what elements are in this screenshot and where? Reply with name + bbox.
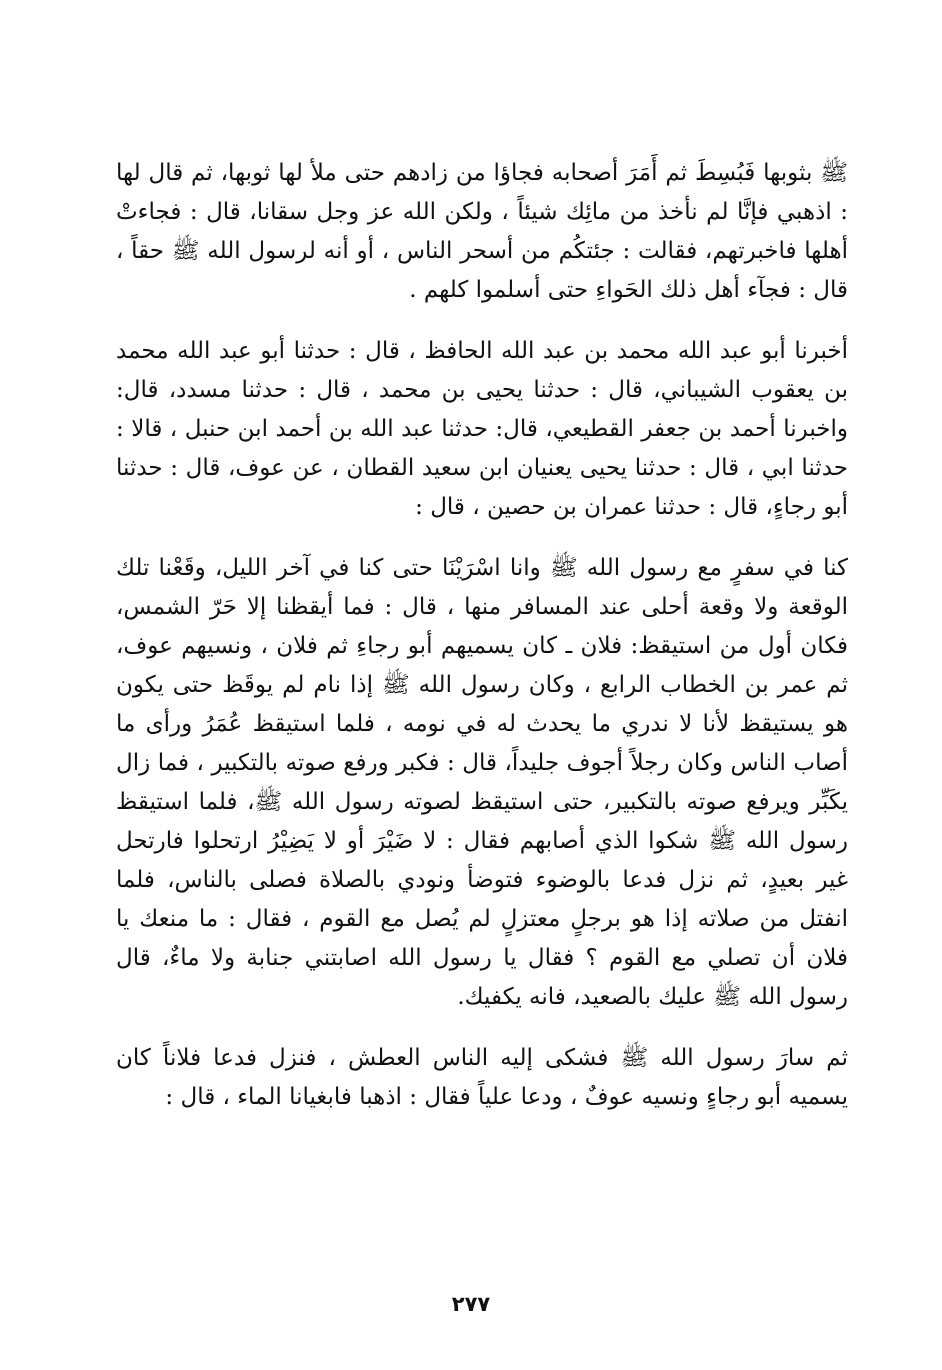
paragraph-continuation: ﷺ بثوبها فَبُسِطَ ثم أَمَرَ أصحابه فجاؤا من زادهم حتى ملأ لها ثوبها، ثم قال لها : اذهبي فإنَّا لم نأخذ من مائِك شيئاً ، ولكن الله عز وجل سقانا، قال : فجاءتْ أهلها فاخبرتهم، فقالت : جئتكُم من أسحر الناس ، أو أنه لرسول الله ﷺ حقاً ، قال : فجآء أهل ذلك الحَواءِ حتى أسلموا كلهم .: [116, 160, 848, 303]
paragraph-closing: ثم سارَ رسول الله ﷺ فشكى إليه الناس العطش ، فنزل فدعا فلاناً كان يسميه أبو رجاءٍ ونسيه عوفٌ ، ودعا علياً فقال : اذهبا فابغيانا الماء ، قال :: [116, 1045, 848, 1110]
paragraph-hadith-narration: كنا في سفرٍ مع رسول الله ﷺ وانا اسْرَيْنَا حتى كنا في آخر الليل، وقَعْنا تلك الوقعة ولا وقعة أحلى عند المسافر منها ، قال : فما أيقظنا إلا حَرّ الشمس، فكان أول من استيقظ: فلان ـ كان يسميهم أبو رجاءِ ثم فلان ، ونسيهم عوف، ثم عمر بن الخطاب الرابع ، وكان رسول الله ﷺ إذا نام لم يوقَظ حتى يكون هو يستيقظ لأنا لا ندري ما يحدث له في نومه ، فلما استيقظ عُمَرُ ورأى ما أصاب الناس وكان رجلاً أجوف جليداً، قال : فكبر ورفع صوته بالتكبير ، فما زال يكَبِّر ويرفع صوته بالتكبير، حتى استيقظ لصوته رسول الله ﷺ، فلما استيقظ رسول الله ﷺ شكوا الذي أصابهم فقال : لا ضَيْرَ أو لا يَضِيْرُ ارتحلوا فارتحل غير بعيدٍ، ثم نزل فدعا بالوضوء فتوضأ ونودي بالصلاة فصلى بالناس، فلما انفتل من صلاته إذا هو برجلٍ معتزلٍ لم يُصل مع القوم ، فقال : ما منعك يا فلان أن تصلي مع القوم ؟ فقال يا رسول الله اصابتني جنابة ولا ماءٌ، قال رسول الله ﷺ عليك بالصعيد، فانه يكفيك.: [116, 555, 848, 1010]
page-number: ٢٧٧: [451, 1292, 491, 1316]
paragraph-isnad-chain: أخبرنا أبو عبد الله محمد بن عبد الله الحافظ ، قال : حدثنا أبو عبد الله محمد بن يعقوب الشيباني، قال : حدثنا يحيى بن محمد ، قال : حدثنا مسدد، قال: واخبرنا أحمد بن جعفر القطيعي، قال: حدثنا عبد الله بن أحمد ابن حنبل ، قالا : حدثنا ابي ، قال : حدثنا يحيى يعنيان ابن سعيد القطان ، عن عوف، قال : حدثنا أبو رجاءٍ، قال : حدثنا عمران بن حصين ، قال :: [116, 338, 848, 520]
text-column: [116, 154, 848, 1117]
